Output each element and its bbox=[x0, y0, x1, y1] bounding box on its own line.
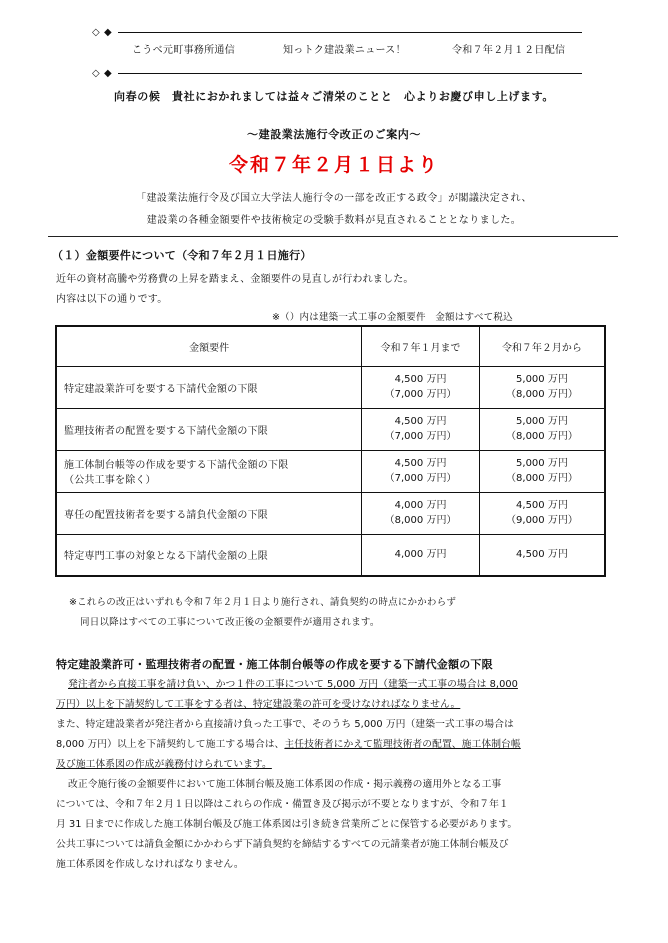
section-divider bbox=[48, 236, 618, 237]
header-rule-line bbox=[118, 73, 582, 74]
underlined-text: 主任技術者にかえて監理技術者の配置、施工体制台帳 bbox=[284, 739, 521, 750]
table-row bbox=[56, 534, 605, 576]
issue-date: 令和７年２月１２日配信 bbox=[452, 45, 566, 56]
cell-line: （8,000 万円） bbox=[506, 473, 578, 484]
amount-after-cell bbox=[479, 450, 605, 492]
cell-line: 4,000 万円 bbox=[394, 500, 447, 511]
diamond-outline-icon: ◇ bbox=[92, 27, 100, 38]
amount-after-cell bbox=[479, 366, 605, 408]
table-body bbox=[56, 366, 605, 576]
table-header-row bbox=[56, 326, 605, 366]
cell-line: （公共工事を除く） bbox=[64, 475, 156, 486]
section1-paragraph: 近年の資材高騰や労務費の上昇を踏まえ、金額要件の見直しが行われました。 bbox=[56, 274, 414, 285]
amount-before-cell bbox=[362, 408, 480, 450]
footnote-line: 同日以降はすべての工事について改正後の金額要件が適用されます。 bbox=[80, 617, 380, 628]
column-header: 令和７年１月まで bbox=[362, 326, 480, 366]
column-header: 令和７年２月から bbox=[479, 326, 605, 366]
underlined-text: 万円）以上を下請契約して工事をする者は、特定建設業の許可を受けなければなりません。 bbox=[56, 699, 461, 710]
section2-title: 特定建設業許可・監理技術者の配置・施工体制台帳等の作成を要する下請代金額の下限 bbox=[56, 658, 493, 671]
footnote-line: ※これらの改正はいずれも令和７年２月１日より施行され、請負契約の時点にかかわらず bbox=[69, 597, 457, 608]
cell-line: （7,000 万円） bbox=[384, 389, 457, 400]
cell-line: 5,000 万円 bbox=[516, 416, 568, 427]
amount-after-cell bbox=[479, 534, 605, 576]
amount-before-cell bbox=[362, 366, 480, 408]
amount-after-cell bbox=[479, 492, 605, 534]
cell-line: 施工体制台帳等の作成を要する下請代金額の下限 bbox=[64, 460, 289, 471]
section2-line: 発注者から直接工事を請け負い、かつ１件の工事について 5,000 万円（建築一式工事の場合は 8,000 bbox=[68, 679, 518, 690]
cell-line: 4,500 万円 bbox=[394, 458, 447, 469]
cell-line: 4,500 万円 bbox=[394, 416, 447, 427]
cell-line: 4,500 万円 bbox=[516, 500, 568, 511]
requirement-cell bbox=[56, 492, 362, 534]
cell-line: 特定専門工事の対象となる下請代金額の上限 bbox=[64, 551, 268, 563]
table-row bbox=[56, 450, 605, 492]
section1-title: （１）金額要件について（令和７年２月１日施行） bbox=[52, 249, 312, 262]
requirement-cell bbox=[56, 366, 362, 408]
section2-line: また、特定建設業者が発注者から直接請け負った工事で、そのうち 5,000 万円（建築一式工事の場合は bbox=[56, 719, 514, 730]
greeting: 向春の候 貴社におかれましては益々ご清栄のことと 心よりお慶び申し上げます。 bbox=[114, 90, 554, 103]
cell-line: （7,000 万円） bbox=[384, 431, 457, 442]
amount-requirements-table bbox=[55, 325, 606, 577]
header-top-rule bbox=[92, 27, 582, 38]
section2-line: 改正令施行後の金額要件において施工体制台帳及施工体系図の作成・掲示義務の適用外となる工事 bbox=[68, 779, 502, 790]
underlined-text: 及び施工体系図の作成が義務付けられています。 bbox=[56, 759, 272, 770]
amount-before-cell bbox=[362, 492, 480, 534]
intro-line: 「建設業法施行令及び国立大学法人施行令の一部を改正する政令」が閣議決定され、 bbox=[136, 193, 532, 204]
cell-line: （8,000 万円） bbox=[384, 515, 457, 526]
intro-line: 建設業の各種金額要件や技術検定の受験手数料が見直されることとなりました。 bbox=[146, 215, 522, 226]
table-row bbox=[56, 408, 605, 450]
requirement-cell bbox=[56, 534, 362, 576]
cell-line: （8,000 万円） bbox=[506, 431, 578, 442]
header-bottom-rule bbox=[92, 68, 582, 79]
table-row bbox=[56, 492, 605, 534]
cell-line: 5,000 万円 bbox=[516, 374, 568, 385]
table-note: ※（）内は建築一式工事の金額要件 金額はすべて税込 bbox=[272, 312, 513, 323]
diamond-filled-icon: ◆ bbox=[104, 68, 112, 79]
section2-line: については、令和７年２月１日以降はこれらの作成・備置き及び掲示が不要となりますが、令和７年１ bbox=[56, 799, 509, 810]
requirement-cell bbox=[56, 408, 362, 450]
section1-paragraph: 内容は以下の通りです。 bbox=[56, 294, 168, 305]
amount-before-cell bbox=[362, 534, 480, 576]
cell-line: 4,500 万円 bbox=[516, 549, 568, 561]
office-name: こうべ元町事務所通信 bbox=[132, 45, 235, 56]
cell-line: 監理技術者の配置を要する下請代金額の下限 bbox=[64, 425, 268, 437]
cell-line: （8,000 万円） bbox=[506, 389, 578, 400]
cell-line: 5,000 万円 bbox=[516, 458, 568, 469]
diamond-filled-icon: ◆ bbox=[104, 27, 112, 38]
section2-line: 施工体系図を作成しなければなりません。 bbox=[56, 859, 244, 870]
diamond-outline-icon: ◇ bbox=[92, 68, 100, 79]
amount-before-cell bbox=[362, 450, 480, 492]
cell-line: 専任の配置技術者を要する請負代金額の下限 bbox=[64, 509, 268, 521]
section2-line bbox=[56, 696, 460, 710]
cell-line: （9,000 万円） bbox=[506, 515, 578, 526]
section2-line bbox=[56, 736, 521, 750]
section2-line: 公共工事については請負金額にかかわらず下請負契約を締結するすべての元請業者が施工体制台帳及び bbox=[56, 839, 509, 850]
amount-after-cell bbox=[479, 408, 605, 450]
cell-line: 特定建設業許可を要する下請代金額の下限 bbox=[64, 383, 258, 395]
requirement-cell bbox=[56, 450, 362, 492]
section2-line: 月 31 日までに作成した施工体制台帳及び施工体系図は引き続き営業所ごとに保管する必要があります。 bbox=[56, 819, 518, 830]
announcement-subtitle: ～建設業法施行令改正のご案内～ bbox=[247, 128, 421, 141]
table-row bbox=[56, 366, 605, 408]
headline: 令和７年２月１日より bbox=[228, 154, 439, 176]
header-rule-line bbox=[118, 32, 582, 33]
column-header: 金額要件 bbox=[56, 326, 362, 366]
plain-text: 8,000 万円）以上を下請契約して施工する場合は、 bbox=[56, 739, 285, 750]
cell-line: （7,000 万円） bbox=[384, 473, 457, 484]
cell-line: 4,000 万円 bbox=[394, 549, 447, 561]
newsletter-name: 知っトク建設業ニュース！ bbox=[283, 45, 406, 56]
section2-line bbox=[56, 756, 272, 770]
cell-line: 4,500 万円 bbox=[394, 374, 447, 385]
